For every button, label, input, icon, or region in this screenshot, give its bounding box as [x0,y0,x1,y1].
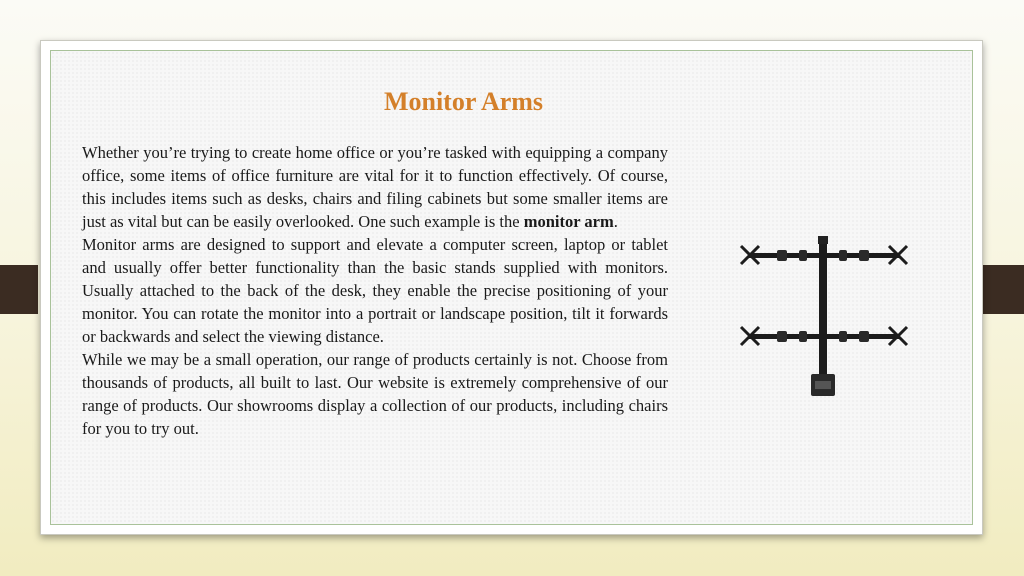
paragraph-features: Monitor arms are designed to support and elevate a computer screen, laptop or tablet and usually offer better functionality than the basic stands supplied with monitors. Usually attached to the back of the desk, they enable the precise positioning of your monitor. You can rotate the monitor into a portrait or landscape position, tilt it forwards or backwards and select the viewing distance. [82,235,668,346]
monitor-arm-icon [739,236,909,406]
paragraph-range: While we may be a small operation, our range of products certainly is not. Choose from thousands of products, all built to last. Our website is extremely comprehensive of our range of products. Our showrooms display a collection of our products, including chairs for you to try out. [82,350,668,438]
slide-card [40,40,983,535]
slide-title: Monitor Arms [383,87,544,116]
paragraph-intro-end: . [613,212,618,231]
slide-content-frame [50,50,973,525]
slide-body [82,141,668,440]
left-accent-tab [0,265,38,314]
paragraph-intro-bold: monitor arm [523,212,614,231]
paragraph-intro [82,141,668,233]
paragraph-intro-text: Whether you’re trying to create home office or you’re tasked with equipping a company office, some items of office furniture are vital for it to function effectively. Of course, this includes items such as desks, chairs and filing cabinets but some smaller items are just as vital but can be easily overlooked. One such example is the [82,143,668,231]
